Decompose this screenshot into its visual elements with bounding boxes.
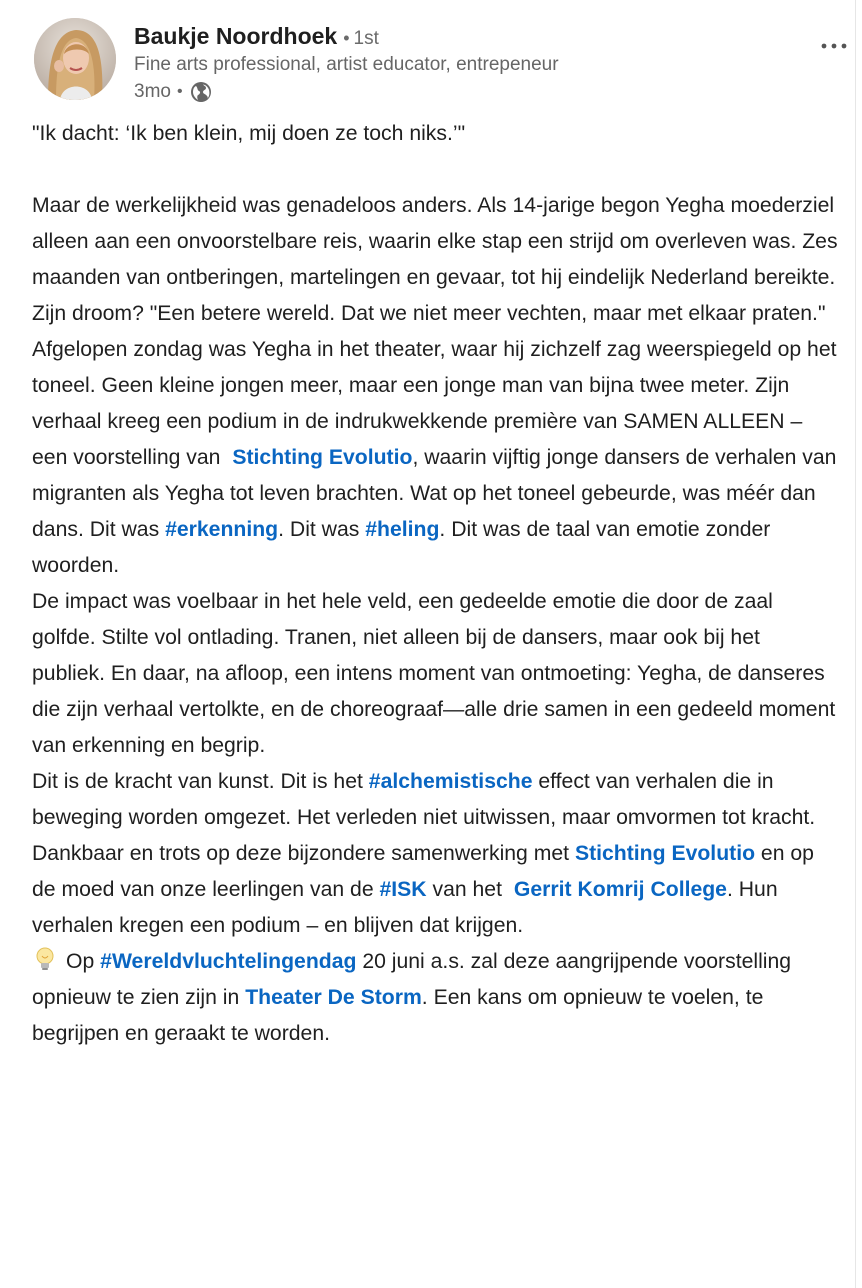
post-text-fragment: , waarin vijftig jonge dansers de verhalen van migranten als Yegha tot leven brachten. Wat op het toneel gebeurde, was méér dan dans. Dit was bbox=[32, 446, 837, 541]
author-line bbox=[134, 22, 379, 53]
connection-degree: 1st bbox=[353, 28, 379, 49]
post-text-fragment: 20 juni a.s. zal deze aangrijpende voorstelling opnieuw te zien zijn in bbox=[32, 950, 792, 1009]
author-name[interactable]: Baukje Noordhoek bbox=[134, 23, 338, 49]
post-meta bbox=[134, 79, 212, 105]
post-text-fragment: . Hun verhalen kregen een podium – en blijven dat krijgen. bbox=[32, 878, 778, 937]
hashtag-link[interactable]: #heling bbox=[365, 518, 440, 541]
company-mention-link[interactable]: Theater De Storm bbox=[245, 986, 422, 1009]
post-text-fragment: Dit is de kracht van kunst. Dit is het bbox=[32, 770, 369, 793]
post-text-fragment: . Een kans om opnieuw te voelen, te begrijpen en geraakt te worden. bbox=[32, 986, 764, 1045]
separator-dot: • bbox=[343, 28, 350, 48]
post-paragraph: Maar de werkelijkheid was genadeloos anders. Als 14-jarige begon Yegha moederziel alleen aan een onvoorstelbare reis, waarin elke stap een strijd om overleven was. Zes maanden van ontberingen, martelingen en gevaar, tot hij eindelijk Nederland bereikte. Zijn droom? "Een betere wereld. Dat we niet meer vechten, maar met elkaar praten." bbox=[32, 194, 838, 325]
post-paragraph: De impact was voelbaar in het hele veld, een gedeelde emotie die door de zaal golfde. Stilte vol ontlading. Tranen, niet alleen bij de dansers, maar ook bij het publiek. En daar, na afloop, een intens moment van ontmoeting: Yegha, de danseres die zijn verhaal vertolkte, en de choreograaf—alle drie samen in een gedeeld moment van erkenning en begrip. bbox=[32, 590, 836, 757]
post-text-fragment: . Dit was de taal van emotie zonder woorden. bbox=[32, 518, 771, 577]
author-headline: Fine arts professional, artist educator, entrepeneur bbox=[134, 54, 559, 75]
hashtag-link[interactable]: #alchemistische bbox=[368, 770, 533, 793]
more-options-button[interactable] bbox=[814, 34, 854, 58]
paragraph-spacer bbox=[32, 152, 838, 188]
post-paragraph bbox=[32, 836, 838, 944]
hashtag-link[interactable]: #Wereldvluchtelingendag bbox=[100, 950, 357, 973]
avatar[interactable] bbox=[34, 18, 116, 100]
post-paragraph bbox=[32, 944, 838, 1052]
post-paragraph bbox=[32, 332, 838, 584]
hashtag-link[interactable]: #erkenning bbox=[165, 518, 279, 541]
separator-dot: • bbox=[176, 83, 183, 100]
more-horizontal-icon bbox=[820, 42, 848, 50]
globe-icon bbox=[190, 81, 212, 103]
company-mention-link[interactable]: Stichting Evolutio bbox=[574, 842, 756, 865]
post-text-fragment: Op bbox=[66, 950, 101, 973]
post-text-fragment: en op de moed van onze leerlingen van de bbox=[32, 842, 814, 901]
post-paragraph bbox=[32, 764, 838, 836]
post-text-fragment: van het bbox=[426, 878, 502, 901]
post-body bbox=[32, 116, 838, 1052]
post-text-fragment: Dankbaar en trots op deze bijzondere samenwerking met bbox=[32, 842, 575, 865]
post-text-fragment: effect van verhalen die in beweging worden omgezet. Het verleden niet uitwissen, maar omvormen tot kracht. bbox=[32, 770, 816, 829]
hashtag-link[interactable]: #ISK bbox=[379, 878, 427, 901]
post-text-fragment: . Dit was bbox=[278, 518, 366, 541]
company-mention-link[interactable]: Stichting Evolutio bbox=[232, 446, 413, 469]
post-paragraph: "Ik dacht: ‘Ik ben klein, mij doen ze toch niks.’" bbox=[32, 122, 466, 145]
post-header bbox=[32, 16, 832, 112]
light-bulb-icon bbox=[32, 946, 58, 972]
post-time: 3mo bbox=[134, 81, 171, 102]
avatar-photo bbox=[34, 18, 116, 100]
post-text-fragment: Afgelopen zondag was Yegha in het theater, waar hij zichzelf zag weerspiegeld op het toneel. Geen kleine jongen meer, maar een jonge man van bijna twee meter. Zijn verhaal kreeg een podium in de indrukwekkende première van SAMEN ALLEEN – een voorstelling van bbox=[32, 338, 837, 469]
company-mention-link[interactable]: Gerrit Komrij College bbox=[513, 878, 727, 901]
